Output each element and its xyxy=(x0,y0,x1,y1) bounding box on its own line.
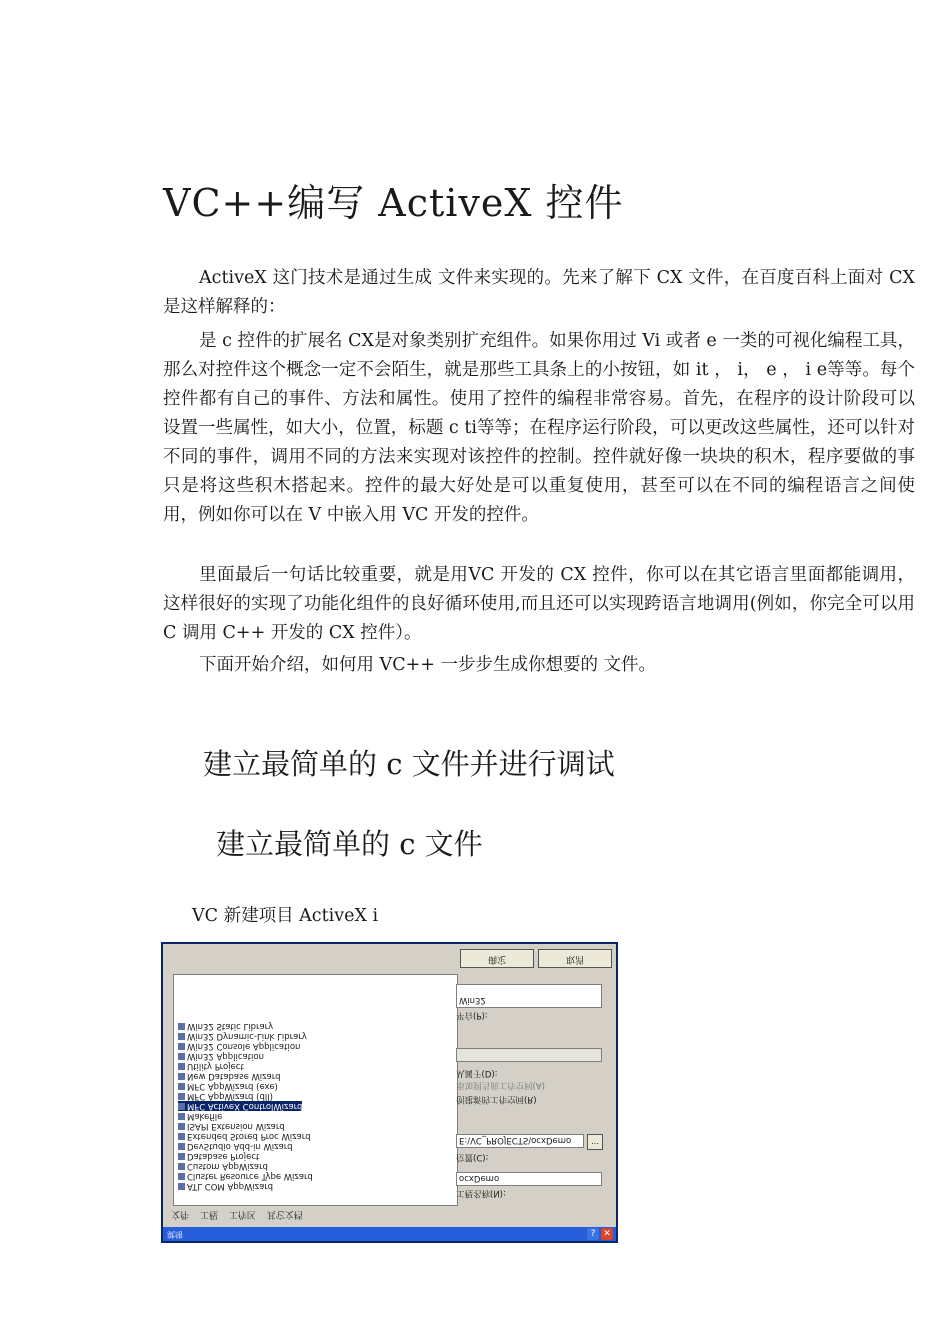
help-icon[interactable]: ? xyxy=(587,1228,599,1240)
tab-other-documents[interactable]: 其它文档 xyxy=(266,1209,303,1219)
location-field[interactable]: E:\VC_PROJECTS\ocxDemo xyxy=(456,1134,584,1148)
project-icon xyxy=(178,1133,185,1140)
project-icon xyxy=(178,1093,185,1100)
dependency-select[interactable] xyxy=(456,1048,602,1062)
tab-workspaces[interactable]: 工作区 xyxy=(228,1209,256,1219)
list-item[interactable]: Custom AppWizard xyxy=(178,1161,268,1171)
list-item[interactable]: Cluster Resource Type Wizard xyxy=(178,1171,313,1181)
section-heading: 建立最简单的 c 文件并进行调试 xyxy=(203,747,615,781)
list-item[interactable]: Win32 Static Library xyxy=(178,1021,273,1031)
project-icon xyxy=(178,1033,185,1040)
title-bar xyxy=(163,1227,616,1241)
project-icon xyxy=(178,1043,185,1050)
project-icon xyxy=(178,1063,185,1070)
project-icon xyxy=(178,1113,185,1120)
project-icon xyxy=(178,1053,185,1060)
list-item[interactable]: Win32 Dynamic-Link Library xyxy=(178,1031,307,1041)
ok-button[interactable]: 确定 xyxy=(460,949,534,968)
list-item-selected[interactable]: MFC ActiveX ControlWizard xyxy=(178,1101,302,1111)
quote-paragraph xyxy=(163,327,915,530)
project-icon xyxy=(178,1083,185,1090)
list-item[interactable]: Win32 Console Application xyxy=(178,1041,300,1051)
project-name-label: 工程名称(N): xyxy=(456,1188,506,1198)
list-item[interactable]: Extended Stored Proc Wizard xyxy=(178,1131,311,1141)
project-icon xyxy=(178,1173,185,1180)
project-icon xyxy=(178,1073,185,1080)
project-type-list[interactable] xyxy=(173,974,458,1206)
list-item[interactable]: Makefile xyxy=(178,1111,222,1121)
new-project-dialog xyxy=(161,942,618,1243)
project-icon xyxy=(178,1163,185,1170)
project-icon xyxy=(178,1143,185,1150)
list-item[interactable]: Database Project xyxy=(178,1151,259,1161)
close-icon[interactable]: ✕ xyxy=(601,1228,613,1240)
list-item[interactable]: New Database Wizard xyxy=(178,1071,281,1081)
project-icon xyxy=(178,1153,185,1160)
tab-files[interactable]: 文件 xyxy=(171,1209,190,1219)
paragraph-2: 是 c 控件的扩展名 CX是对象类别扩充组件。如果你用过 Vi 或者 e 一类的可视化编程工具，那么对控件这个概念一定不会陌生，就是那些工具条上的小按钮，如 it ， i， e ， i e等等。每个控件都有自己的事件、方法和属性。使用了控件的编程非常容易。首先，在程序的设计阶段可以设置一些属性，如大小，位置，标题 c ti等等；在程序运行阶段，可以更改这些属性，还可以针对不同的事件，调用不同的方法来实现对该控件的控制。控件就好像一块块的积木，程序要做的事只是将这些积木搭起来。控件的最大好处是可以重复使用，甚至可以在不同的编程语言之间使用，例如你可以在 V 中嵌入用 VC 开发的控件。 xyxy=(163,331,915,525)
dependency-label: 从属于(D): xyxy=(456,1068,498,1078)
paragraph-1: ActiveX 这门技术是通过生成 文件来实现的。先来了解下 CX 文件，在百度百科上面对 CX 是这样解释的： xyxy=(163,268,915,317)
paragraph-3: 里面最后一句话比较重要，就是用VC 开发的 CX 控件，你可以在其它语言里面都能调用，这样很好的实现了功能化组件的良好循环使用,而且还可以实现跨语言地调用(例如，你完全可以用 C 调用 C++ 开发的 CX 控件）。 xyxy=(163,565,915,643)
list-item[interactable]: Utility Project xyxy=(178,1061,244,1071)
explain-paragraph xyxy=(163,561,915,648)
title-bar-text: 就绪 xyxy=(167,1230,183,1239)
list-item[interactable]: ISAPI Extension Wizard xyxy=(178,1121,285,1131)
list-item[interactable]: MFC AppWizard (exe) xyxy=(178,1081,278,1091)
location-label: 位置(C): xyxy=(456,1152,489,1162)
option-new-radio[interactable]: 创建新的工作空间(R) xyxy=(456,1094,537,1104)
tab-projects[interactable]: 工程 xyxy=(199,1209,218,1219)
list-item[interactable]: ATL COM AppWizard xyxy=(178,1181,273,1191)
cancel-button[interactable]: 取消 xyxy=(538,949,612,968)
project-icon xyxy=(178,1183,185,1190)
project-icon xyxy=(178,1023,185,1030)
paragraph-4: 下面开始介绍，如何用 VC++ 一步步生成你想要的 文件。 xyxy=(199,655,657,675)
project-name-field[interactable]: ocxDemo xyxy=(456,1172,602,1186)
step-instruction: VC 新建项目 ActiveX i xyxy=(192,906,379,926)
platform-label: 平台(P): xyxy=(456,1010,488,1020)
platform-list[interactable]: Win32 xyxy=(456,984,602,1008)
next-paragraph xyxy=(163,651,915,680)
list-item[interactable]: MFC AppWizard (dll) xyxy=(178,1091,273,1101)
option-add-radio[interactable]: 添加到当前工作空间(A) xyxy=(456,1080,545,1090)
dialog-tab-strip xyxy=(171,1206,461,1222)
subsection-heading: 建立最简单的 c 文件 xyxy=(216,827,483,861)
browse-button[interactable]: … xyxy=(587,1134,603,1150)
document-title: VC++编写 ActiveX 控件 xyxy=(163,181,624,225)
project-icon xyxy=(178,1123,185,1130)
list-item[interactable]: Win32 Application xyxy=(178,1051,264,1061)
project-icon xyxy=(178,1103,185,1110)
list-item[interactable]: DevStudio Add-in Wizard xyxy=(178,1141,293,1151)
intro-paragraph xyxy=(163,264,915,322)
